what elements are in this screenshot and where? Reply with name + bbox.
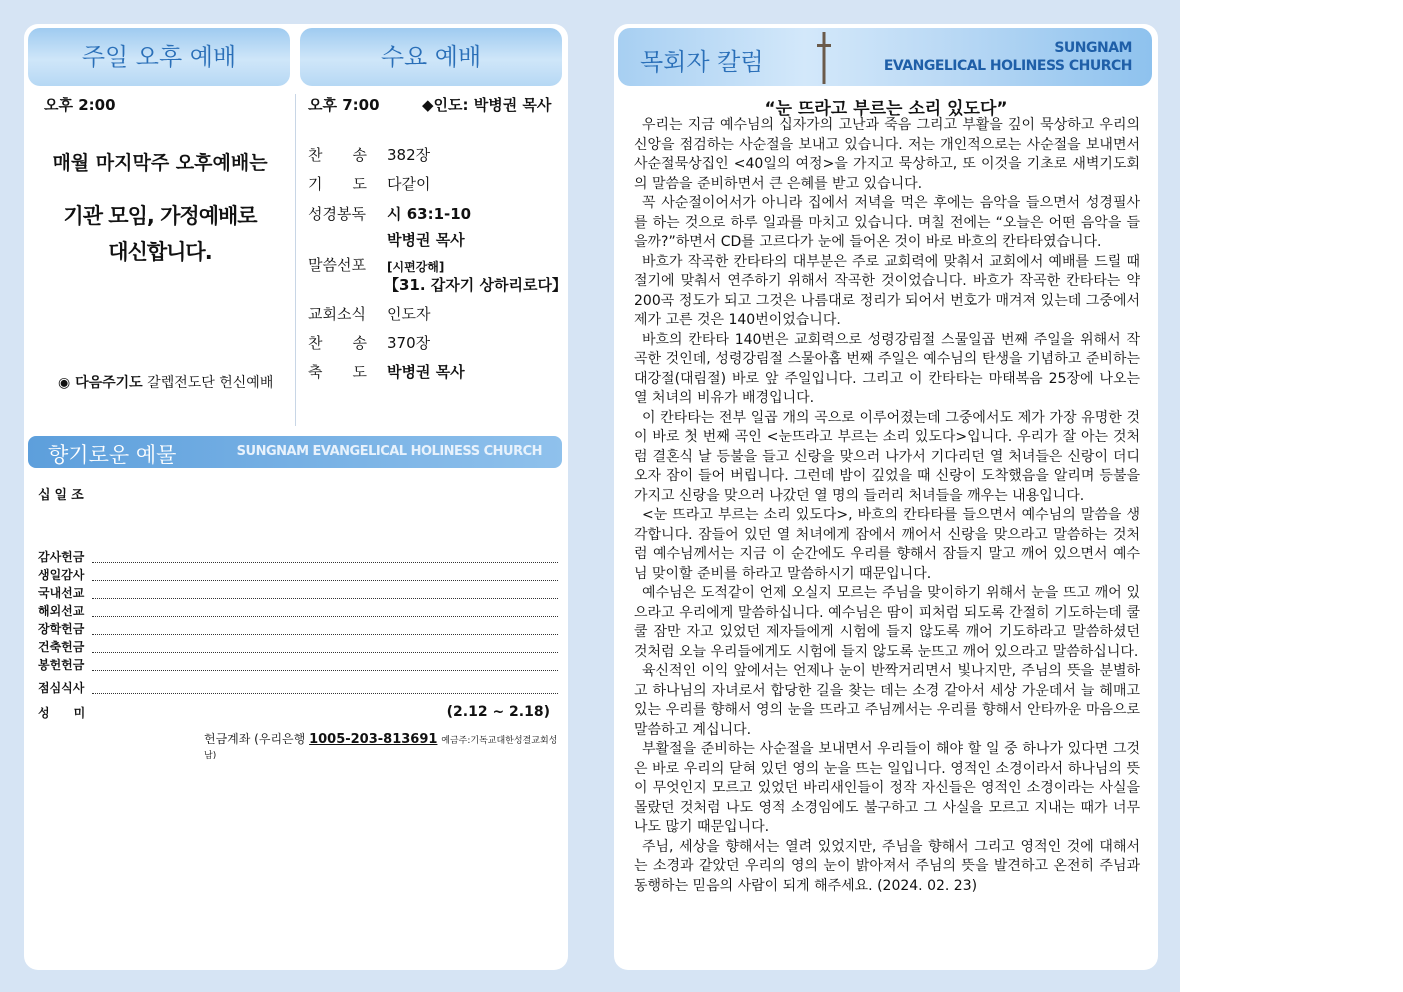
offering-label: 성 미 [38, 706, 86, 720]
sunday-notice-line1: 매월 마지막주 오후예배는 [52, 152, 268, 174]
offering-label: 생일감사 [38, 568, 85, 582]
column-paragraph: 부활절을 준비하는 사순절을 보내면서 우리들이 해야 할 일 중 하나가 있다면 그것은 바로 우리의 닫혀 있던 영의 눈을 뜨는 일입니다. 영적인 소경이라서 하나님의 뜻이 무엇인지 모르고 있었던 바리새인들이 정작 자신들은 영적인 소경이라는 사실을 몰랐던 것처럼 나도 영적 소경임에도 불구하고 그 사실을 모르고 지내는 때가 너무나도 많기 때문입니다. [634, 741, 1140, 835]
offering-label: 건축헌금 [38, 640, 85, 654]
offering-line [38, 679, 558, 697]
order-label-benediction: 축 도 [308, 363, 367, 381]
order-label-prayer: 기 도 [308, 175, 367, 193]
cross-icon [816, 30, 832, 84]
offering-account [204, 730, 568, 761]
offering-line [38, 548, 558, 566]
order-label-hymn2: 찬 송 [308, 334, 367, 352]
column-article-body [634, 116, 1140, 896]
order-value-sermon-title: 【31. 갑자기 상하리로다】 [384, 276, 567, 294]
order-label-sermon: 말씀선포 [308, 256, 366, 274]
account-owner: 예금주:기독교대한성결교회성남) [204, 736, 558, 761]
next-prayer-label: ◉ 다음주기도 [58, 375, 143, 391]
offering-line [38, 566, 558, 584]
order-value-news: 인도자 [387, 305, 431, 323]
offering-line [38, 602, 558, 620]
church-name-line1: SUNGNAM [1054, 40, 1132, 56]
offering-title: 향기로운 예물 [48, 443, 177, 467]
order-value-prayer: 다같이 [387, 175, 431, 193]
order-value-scripture: 시 63:1-10 [387, 205, 472, 223]
tithe-label: 십일조 [38, 488, 88, 503]
offering-label: 해외선교 [38, 604, 85, 618]
order-value-hymn1: 382장 [387, 146, 431, 164]
column-paragraph: 육신적인 이익 앞에서는 언제나 눈이 반짝거리면서 빛나지만, 주님의 뜻을 분별하고 하나님의 자녀로서 합당한 길을 찾는 데는 소경 같아서 세상 가운데서 늘 헤매고 있는 우리를 향해서 영의 눈을 뜨라고 주님께서는 우리를 향해서 안타까운 마음으로 말씀하고 계십니다. [634, 663, 1140, 738]
church-name-line2: EVANGELICAL HOLINESS CHURCH [883, 58, 1132, 74]
worship-schedule-panel [24, 24, 568, 970]
order-value-sermon-series: [시편강해] [387, 260, 445, 274]
sunday-notice-line3: 대신합니다. [108, 240, 212, 264]
next-week-prayer [58, 372, 273, 392]
column-paragraph: 꼭 사순절이어서가 아니라 집에서 저녁을 먹은 후에는 음악을 들으면서 성경필사를 하는 것으로 하루 일과를 마치고 있습니다. 며칠 전에는 “오늘은 어떤 음악을 들을까?”하면서 CD를 고르다가 눈에 들어온 것이 바로 바흐의 칸타타였습니다. [634, 195, 1140, 250]
order-label-hymn1: 찬 송 [308, 146, 367, 164]
order-value-reader: 박병권 목사 [387, 231, 465, 249]
offering-line [38, 638, 558, 656]
offering-date-range: (2.12 ~ 2.18) [446, 704, 550, 720]
pastor-column-title: 목회자 칼럼 [640, 48, 764, 76]
column-paragraph: 주님, 세상을 향해서는 열려 있었지만, 주님을 향해서 그리고 영적인 것에 대해서는 소경과 같았던 우리의 영의 눈이 밝아져서 주님의 뜻을 발견하고 온전히 주님과 동행하는 믿음의 사람이 되게 해주세요. (2024. 02. 23) [634, 838, 1140, 894]
offering-label: 점심식사 [38, 681, 85, 695]
order-value-hymn2: 370장 [387, 334, 431, 352]
offering-church-name: SUNGNAM EVANGELICAL HOLINESS CHURCH [236, 444, 542, 459]
wednesday-service-header: 수요 예배 [300, 28, 562, 86]
offering-header [28, 436, 562, 468]
wednesday-service-time: 오후 7:00 [308, 96, 380, 114]
column-paragraph: <눈 뜨라고 부르는 소리 있도다>, 바흐의 칸타타를 들으면서 예수님의 말씀을 생각합니다. 잠들어 있던 열 처녀에게 잠에서 깨어서 신랑을 맞으라고 말씀하는 것처럼 예수님께서는 지금 이 순간에도 우리를 향해서 잠들지 말고 깨어 있으면서 예수님 맞이할 준비를 하라고 말씀하시기 때문입니다. [634, 507, 1140, 582]
order-label-news: 교회소식 [308, 305, 366, 323]
account-number: 1005-203-813691 [309, 732, 438, 747]
offering-label: 봉헌헌금 [38, 658, 85, 672]
column-paragraph: 이 칸타타는 전부 일곱 개의 곡으로 이루어졌는데 그중에서도 제가 가장 유명한 것이 바로 첫 번째 곡인 <눈뜨라고 부르는 소리 있도다>입니다. 우리가 잘 아는 것처럼 결혼식 날 등불을 들고 신랑을 맞으러 나가서 기다리던 열 처녀들은 신랑이 더디 오자 잠이 들어 버립니다. 그런데 밤이 깊었을 때 신랑이 도착했음을 알리며 등불을 가지고 신랑을 맞으러 나갔던 열 명의 들러리 처녀들을 깨우는 내용입니다. [634, 409, 1140, 504]
offering-line [38, 656, 558, 674]
offering-line [38, 620, 558, 638]
account-label: 헌금계좌 (우리은행 [204, 732, 306, 746]
column-paragraph: 우리는 지금 예수님의 십자가의 고난과 죽음 그리고 부활을 깊이 묵상하고 우리의 신앙을 점검하는 사순절을 보내고 있습니다. 저는 개인적으로는 사순절을 보내면서 사순절묵상집인 <40일의 여정>을 가지고 묵상하고, 또 이것을 기초로 새벽기도회의 말씀을 준비하면서 큰 은혜를 받고 있습니다. [634, 117, 1140, 192]
pastor-column-header [618, 28, 1152, 86]
order-label-scripture: 성경봉독 [308, 205, 366, 223]
sunday-notice-line2: 기관 모임, 가정예배로 [63, 204, 257, 228]
next-prayer-value: 갈렙전도단 헌신예배 [147, 375, 274, 391]
column-paragraph: 예수님은 도적같이 언제 오실지 모르는 주님을 맞이하기 위해서 눈을 뜨고 깨어 있으라고 우리에게 말씀하십니다. 예수님은 땀이 피처럼 되도록 간절히 기도하는데 쿨쿨 잠만 자고 있었던 제자들에게 시험에 들지 않도록 깨어 기도하라고 말씀하셨던 것처럼 오늘 우리들에게도 시험에 들지 않도록 눈뜨고 깨어 있으라고 말씀하십니다. [634, 585, 1140, 660]
order-value-benediction: 박병권 목사 [387, 363, 465, 381]
offering-label: 감사헌금 [38, 550, 85, 564]
column-article-title: “눈 뜨라고 부르는 소리 있도다” [764, 99, 1008, 119]
offering-label: 장학헌금 [38, 622, 85, 636]
column-paragraph: 바흐가 작곡한 칸타타의 대부분은 주로 교회력에 맞춰서 교회에서 예배를 드릴 때 절기에 맞춰서 연주하기 위해서 작곡한 것이었습니다. 바흐가 작곡한 칸타타는 약 200곡 정도가 되고 그것은 나름대로 정리가 되어서 번호가 매겨져 있는데 그중에서 제가 고른 것은 140번이었습니다. [634, 253, 1140, 328]
sunday-service-time: 오후 2:00 [44, 96, 116, 114]
pastor-column-panel [614, 24, 1158, 970]
wednesday-leader: ◆인도: 박병권 목사 [422, 96, 552, 114]
offering-label: 국내선교 [38, 586, 85, 600]
offering-line [38, 584, 558, 602]
sunday-afternoon-header: 주일 오후 예배 [28, 28, 290, 86]
column-paragraph: 바흐의 칸타타 140번은 교회력으로 성령강림절 스물일곱 번째 주일을 위해서 작곡한 것인데, 성령강림절 스물아홉 번째 주일은 예수님의 탄생을 기념하고 준비하는 대강절(대림절) 바로 앞 주일입니다. 그리고 이 칸타타는 마태복음 25장에 나오는 열 처녀의 비유가 배경입니다. [634, 331, 1140, 406]
